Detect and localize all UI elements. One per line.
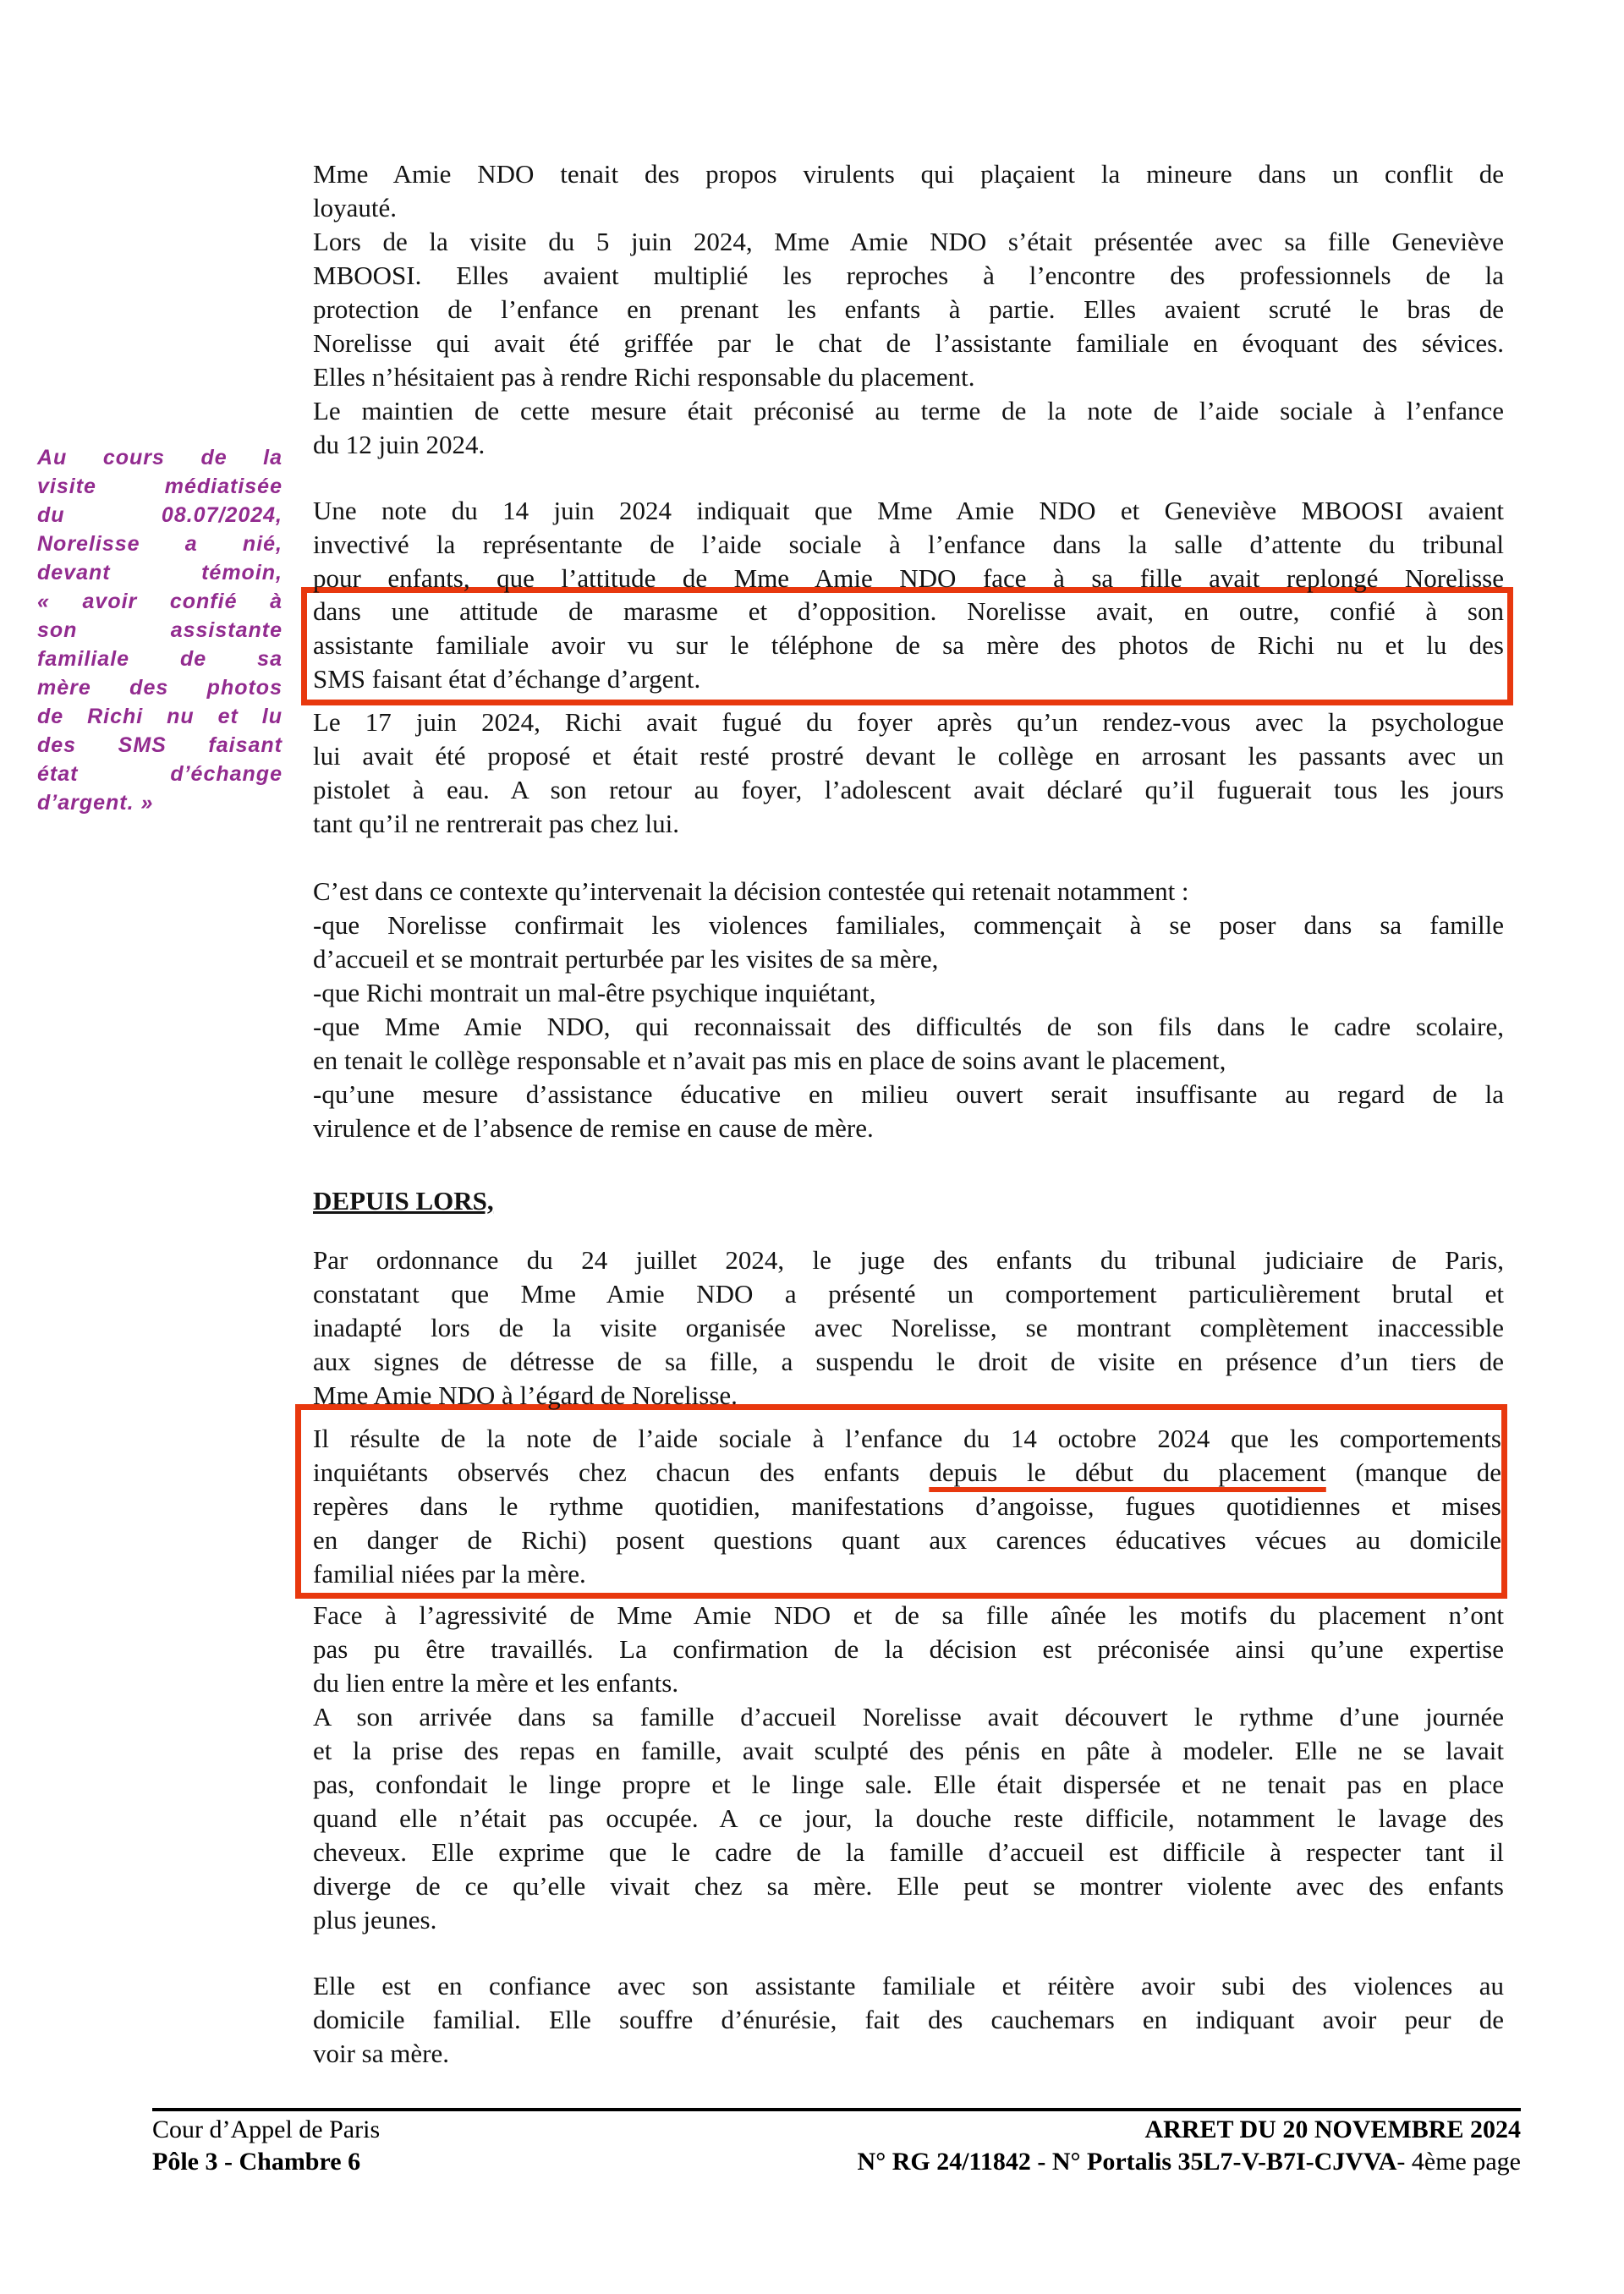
text-line: Lors de la visite du 5 juin 2024, Mme Amie NDO s’était présentée avec sa fille Geneviève xyxy=(313,227,1504,256)
text-line: Norelisse a nié, xyxy=(37,532,283,556)
text-line: du 12 juin 2024. xyxy=(313,430,486,459)
text-line: Mme Amie NDO à l’égard de Norelisse. xyxy=(313,1380,738,1410)
text-line: Une note du 14 juin 2024 indiquait que Mme Amie NDO et Geneviève MBOOSI avaient xyxy=(313,496,1504,525)
spacer xyxy=(313,1145,1504,1184)
text-line: des SMS faisant xyxy=(37,733,283,757)
text-line: MBOOSI. Elles avaient multiplié les reproches à l’encontre des professionnels de la xyxy=(313,261,1504,290)
text-line: du lien entre la mère et les enfants. xyxy=(313,1668,679,1698)
text-line: « avoir confié à xyxy=(37,590,283,613)
text-line: lui avait été proposé et était resté prostré devant le collège en arrosant les passants avec un xyxy=(313,741,1504,771)
paragraph-conflit-loyaute xyxy=(313,157,1504,225)
footer-divider xyxy=(152,2108,1521,2111)
red-highlight-box-note-14-juin xyxy=(301,587,1513,705)
text-line: C’est dans ce contexte qu’intervenait la décision contestée qui retenait notamment : xyxy=(313,876,1189,906)
text-line: quand elle n’était pas occupée. A ce jour, la douche reste difficile, notamment le lavage des xyxy=(313,1803,1504,1833)
text-line: assistante familiale avoir vu sur le téléphone de sa mère des photos de Richi nu et lu des xyxy=(313,630,1504,660)
text-line: familiale de sa xyxy=(37,647,283,671)
text-line: protection de l’enfance en prenant les enfants à partie. Elles avaient scruté le bras de xyxy=(313,294,1504,324)
text-line: d’argent. » xyxy=(37,791,154,815)
text-line: aux signes de détresse de sa fille, a suspendu le droit de visite en présence d’un tiers de xyxy=(313,1347,1504,1376)
text-line: son assistante xyxy=(37,618,283,642)
footer-row-1 xyxy=(152,2114,1521,2146)
text-line: Le 17 juin 2024, Richi avait fugué du foyer après qu’un rendez-vous avec la psychologue xyxy=(313,707,1504,737)
paragraph-note-14-juin-intro xyxy=(313,494,1504,595)
paragraph-contexte-decision xyxy=(313,875,1504,908)
text-line: en danger de Richi) posent questions quant aux carences éducatives vécues au domicile xyxy=(313,1525,1501,1555)
text-line xyxy=(313,1456,1501,1490)
paragraph-visite-5-juin xyxy=(313,225,1504,394)
text-line: familial niées par la mère. xyxy=(313,1559,586,1589)
text-line: constatant que Mme Amie NDO a présenté un comportement particulièrement brutal et xyxy=(313,1279,1504,1309)
text-line: de Richi nu et lu xyxy=(37,705,283,728)
text-line: tant qu’il ne rentrerait pas chez lui. xyxy=(313,809,679,838)
spacer xyxy=(313,1937,1504,1969)
spacer xyxy=(313,1218,1504,1243)
text-line: d’accueil et se montrait perturbée par les visites de sa mère, xyxy=(313,944,939,974)
text-line: diverge de ce qu’elle vivait chez sa mère. Elle peut se montrer violente avec des enfants xyxy=(313,1871,1504,1901)
document-body xyxy=(313,157,1504,2071)
heading-text: DEPUIS LORS, xyxy=(313,1186,494,1216)
text-line: domicile familial. Elle souffre d’énurésie, fait des cauchemars en indiquant avoir peur de xyxy=(313,2005,1504,2034)
text-line: devant témoin, xyxy=(37,561,283,584)
paragraph-confiance-assistante xyxy=(313,1969,1504,2071)
text-line: mère des photos xyxy=(37,676,283,700)
footer-row-2 xyxy=(152,2146,1521,2178)
text-line: Le maintien de cette mesure était préconisé au terme de la note de l’aide sociale à l’enfance xyxy=(313,396,1504,425)
boxed-text-note-14-octobre xyxy=(313,1422,1501,1591)
text-line: état d’échange xyxy=(37,762,283,786)
text-line: -qu’une mesure d’assistance éducative en milieu ouvert serait insuffisante au regard de la xyxy=(313,1079,1504,1109)
text-line: plus jeunes. xyxy=(313,1905,437,1935)
footer-chamber: Pôle 3 - Chambre 6 xyxy=(152,2148,361,2176)
page-footer xyxy=(152,2108,1521,2178)
text-line: Par ordonnance du 24 juillet 2024, le juge des enfants du tribunal judiciaire de Paris, xyxy=(313,1245,1504,1275)
text-line: Au cours de la xyxy=(37,446,283,469)
text-line: pas pu être travaillés. La confirmation de la décision est préconisée ainsi qu’une expertise xyxy=(313,1634,1504,1664)
paragraph-agressivite xyxy=(313,1599,1504,1700)
spacer xyxy=(313,462,1504,494)
text-line: virulence et de l’absence de remise en cause de mère. xyxy=(313,1113,874,1143)
text-line: pistolet à eau. A son retour au foyer, l’adolescent avait déclaré qu’il fuguerait tous les jours xyxy=(313,775,1504,804)
text-line: visite médiatisée xyxy=(37,475,283,498)
section-heading-depuis-lors xyxy=(313,1184,1504,1218)
list-item-mesure-insuffisante xyxy=(313,1078,1504,1145)
text-part: N° RG 24/11842 - N° Portalis 35L7-V-B7I-CJVVA xyxy=(857,2148,1397,2176)
text-line: voir sa mère. xyxy=(313,2039,449,2068)
text-line: Il résulte de la note de l’aide sociale à l’enfance du 14 octobre 2024 que les comportements xyxy=(313,1424,1501,1453)
footer-case-reference xyxy=(858,2146,1521,2178)
text-line: pour enfants, que l’attitude de Mme Amie NDO face à sa fille avait replongé Norelisse xyxy=(313,563,1504,593)
paragraph-fugue-17-juin xyxy=(313,705,1504,841)
text-line: du 08.07/2024, xyxy=(37,503,283,527)
text-line: SMS faisant état d’échange d’argent. xyxy=(313,664,701,694)
footer-court-name: Cour d’Appel de Paris xyxy=(152,2116,381,2143)
text-line: -que Mme Amie NDO, qui reconnaissait des difficultés de son fils dans le cadre scolaire, xyxy=(313,1012,1504,1041)
list-item-mme-ndo-difficultes xyxy=(313,1010,1504,1078)
text-part: inquiétants observés chez chacun des enfants xyxy=(313,1457,930,1487)
text-line: invectivé la représentante de l’aide sociale à l’enfance dans la salle d’attente du tribunal xyxy=(313,530,1504,559)
margin-annotation xyxy=(37,443,283,817)
spacer xyxy=(313,841,1504,875)
text-line: dans une attitude de marasme et d’opposition. Norelisse avait, en outre, confié à son xyxy=(313,596,1504,626)
text-line: Elle est en confiance avec son assistante familiale et réitère avoir subi des violences au xyxy=(313,1971,1504,2000)
list-item-norelisse-violences xyxy=(313,908,1504,976)
text-line: en tenait le collège responsable et n’avait pas mis en place de soins avant le placement, xyxy=(313,1045,1226,1075)
text-line: repères dans le rythme quotidien, manifestations d’angoisse, fugues quotidiennes et mises xyxy=(313,1491,1501,1521)
red-highlight-box-note-14-octobre xyxy=(295,1404,1507,1599)
footer-decision-title: ARRET DU 20 NOVEMBRE 2024 xyxy=(1144,2116,1521,2143)
text-line: loyauté. xyxy=(313,193,397,222)
list-item-richi-mal-etre xyxy=(313,976,1504,1010)
text-line: -que Richi montrait un mal-être psychique inquiétant, xyxy=(313,978,876,1007)
text-line: inadapté lors de la visite organisée avec Norelisse, se montrant complètement inaccessible xyxy=(313,1313,1504,1342)
text-line: pas, confondait le linge propre et le linge sale. Elle était dispersée et ne tenait pas en place xyxy=(313,1770,1504,1799)
text-line: cheveux. Elle exprime que le cadre de la famille d’accueil est difficile à respecter tant il xyxy=(313,1837,1504,1867)
text-part: (manque de xyxy=(1325,1457,1501,1487)
paragraph-maintien-mesure xyxy=(313,394,1504,462)
text-line: et la prise des repas en famille, avait sculpté des pénis en pâte à modeler. Elle ne se lavait xyxy=(313,1736,1504,1765)
paragraph-ordonnance-24-juillet xyxy=(313,1243,1504,1413)
paragraph-arrivee-famille-accueil xyxy=(313,1700,1504,1937)
text-line: Face à l’agressivité de Mme Amie NDO et de sa fille aînée les motifs du placement n’ont xyxy=(313,1600,1504,1630)
text-line: A son arrivée dans sa famille d’accueil Norelisse avait découvert le rythme d’une journée xyxy=(313,1702,1504,1731)
text-line: Elles n’hésitaient pas à rendre Richi responsable du placement. xyxy=(313,362,975,392)
text-part: depuis le début du placement xyxy=(929,1457,1326,1487)
text-line: Norelisse qui avait été griffée par le chat de l’assistante familiale en évoquant des sévices. xyxy=(313,328,1504,358)
text-part: - 4ème page xyxy=(1396,2148,1521,2176)
text-line: Mme Amie NDO tenait des propos virulents qui plaçaient la mineure dans un conflit de xyxy=(313,159,1504,189)
boxed-text-note-14-juin xyxy=(313,595,1504,696)
text-line: -que Norelisse confirmait les violences familiales, commençait à se poser dans sa famille xyxy=(313,910,1504,940)
